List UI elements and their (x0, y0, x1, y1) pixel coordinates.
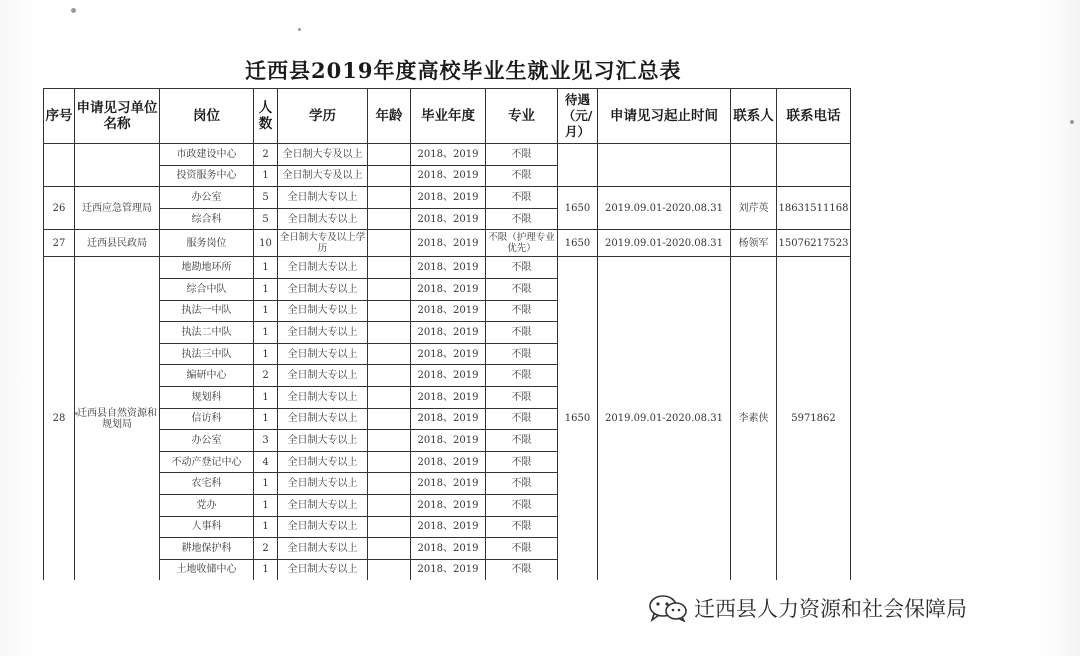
cell-edu: 全日制大专及以上 (278, 165, 368, 187)
cell-grad-year: 2018、2019 (411, 257, 486, 279)
cell-edu: 全日制大专以上 (278, 343, 368, 365)
cell-pay (558, 144, 598, 187)
header-grad-year: 毕业年度 (411, 89, 486, 144)
cell-major: 不限 (486, 257, 558, 279)
cell-grad-year: 2018、2019 (411, 365, 486, 387)
header-unit: 申请见习单位名称 (75, 89, 160, 144)
cell-count: 5 (254, 208, 278, 230)
cell-age (368, 365, 411, 387)
cell-age (368, 300, 411, 322)
cell-period: 2019.09.01-2020.08.31 (598, 230, 731, 257)
cell-count: 1 (254, 473, 278, 495)
cell-edu: 全日制大专以上 (278, 187, 368, 209)
cell-post: 农宅科 (160, 473, 254, 495)
header-phone: 联系电话 (777, 89, 851, 144)
cell-edu: 全日制大专以上 (278, 451, 368, 473)
cell-post: 综合科 (160, 208, 254, 230)
cell-edu: 全日制大专以上 (278, 208, 368, 230)
cell-count: 1 (254, 278, 278, 300)
scan-dust (71, 8, 76, 13)
cell-edu: 全日制大专以上 (278, 257, 368, 279)
header-pay: 待遇（元/月） (558, 89, 598, 144)
cell-age (368, 322, 411, 344)
cell-count: 1 (254, 343, 278, 365)
cell-phone: 5971862 (777, 257, 851, 580)
cell-phone: 18631511168 (777, 187, 851, 230)
cell-major: 不限 (486, 538, 558, 560)
cell-major: 不限 (486, 430, 558, 452)
cell-post: 地勘地环所 (160, 257, 254, 279)
cell-post: 执法一中队 (160, 300, 254, 322)
cell-major: 不限 (486, 144, 558, 166)
cell-post: 执法二中队 (160, 322, 254, 344)
cell-count: 1 (254, 257, 278, 279)
cell-grad-year: 2018、2019 (411, 187, 486, 209)
cell-age (368, 386, 411, 408)
cell-unit-name: 迁西县民政局 (75, 230, 160, 257)
cell-unit-name: 迁西应急管理局 (75, 187, 160, 230)
scan-dust (298, 28, 301, 31)
publisher-watermark (648, 592, 967, 624)
cell-count: 1 (254, 559, 278, 580)
cell-post: 办公室 (160, 187, 254, 209)
cell-edu: 全日制大专及以上学历 (278, 230, 368, 257)
cell-seq (44, 144, 75, 187)
cell-grad-year: 2018、2019 (411, 516, 486, 538)
header-edu: 学历 (278, 89, 368, 144)
cell-post: 信访科 (160, 408, 254, 430)
cell-count: 2 (254, 144, 278, 166)
cell-grad-year: 2018、2019 (411, 473, 486, 495)
cell-phone (777, 144, 851, 187)
cell-contact (731, 144, 777, 187)
cell-seq: 28 (44, 257, 75, 580)
cell-major: 不限 (486, 208, 558, 230)
cell-edu: 全日制大专以上 (278, 538, 368, 560)
cell-count: 1 (254, 322, 278, 344)
cell-edu: 全日制大专以上 (278, 559, 368, 580)
cell-age (368, 278, 411, 300)
cell-edu: 全日制大专以上 (278, 365, 368, 387)
cell-age (368, 187, 411, 209)
cell-grad-year: 2018、2019 (411, 430, 486, 452)
cell-post: 办公室 (160, 430, 254, 452)
cell-major: 不限 (486, 278, 558, 300)
header-period: 申请见习起止时间 (598, 89, 731, 144)
wechat-icon (648, 594, 688, 622)
header-count: 人数 (254, 89, 278, 144)
cell-age (368, 230, 411, 257)
header-age: 年龄 (368, 89, 411, 144)
cell-age (368, 430, 411, 452)
cell-age (368, 473, 411, 495)
cell-pay: 1650 (558, 187, 598, 230)
cell-age (368, 343, 411, 365)
table-header (44, 89, 851, 144)
scan-dust (1070, 120, 1074, 124)
cell-post: 编研中心 (160, 365, 254, 387)
cell-grad-year: 2018、2019 (411, 451, 486, 473)
cell-seq: 27 (44, 230, 75, 257)
cell-count: 1 (254, 408, 278, 430)
cell-pay: 1650 (558, 230, 598, 257)
cell-count: 2 (254, 538, 278, 560)
cell-count: 1 (254, 516, 278, 538)
cell-grad-year: 2018、2019 (411, 278, 486, 300)
cell-post: 投资服务中心 (160, 165, 254, 187)
cell-count: 10 (254, 230, 278, 257)
cell-age (368, 208, 411, 230)
cell-grad-year: 2018、2019 (411, 343, 486, 365)
cell-phone: 15076217523 (777, 230, 851, 257)
cell-age (368, 408, 411, 430)
cell-major: 不限（护理专业优先） (486, 230, 558, 257)
cell-unit-name (75, 144, 160, 187)
cell-count: 1 (254, 386, 278, 408)
cell-age (368, 257, 411, 279)
cell-grad-year: 2018、2019 (411, 165, 486, 187)
cell-age (368, 165, 411, 187)
cell-post: 市政建设中心 (160, 144, 254, 166)
cell-age (368, 144, 411, 166)
table-row (44, 144, 851, 166)
cell-edu: 全日制大专以上 (278, 473, 368, 495)
cell-age (368, 516, 411, 538)
cell-age (368, 451, 411, 473)
cell-grad-year: 2018、2019 (411, 300, 486, 322)
cell-count: 1 (254, 300, 278, 322)
cell-grad-year: 2018、2019 (411, 494, 486, 516)
cell-major: 不限 (486, 494, 558, 516)
cell-post: 服务岗位 (160, 230, 254, 257)
cell-major: 不限 (486, 386, 558, 408)
cell-post: 党办 (160, 494, 254, 516)
header-post: 岗位 (160, 89, 254, 144)
cell-count: 1 (254, 165, 278, 187)
cell-contact: 刘芹英 (731, 187, 777, 230)
cell-unit-name: 迁西县自然资源和规划局 (75, 257, 160, 580)
cell-major: 不限 (486, 365, 558, 387)
cell-edu: 全日制大专以上 (278, 322, 368, 344)
table-body (44, 144, 851, 581)
cell-period: 2019.09.01-2020.08.31 (598, 257, 731, 580)
cell-grad-year: 2018、2019 (411, 208, 486, 230)
watermark-text: 迁西县人力资源和社会保障局 (694, 597, 967, 621)
cell-edu: 全日制大专以上 (278, 494, 368, 516)
cell-major: 不限 (486, 559, 558, 580)
cell-period (598, 144, 731, 187)
cell-age (368, 559, 411, 580)
cell-edu: 全日制大专以上 (278, 430, 368, 452)
cell-grad-year: 2018、2019 (411, 144, 486, 166)
cell-major: 不限 (486, 516, 558, 538)
cell-major: 不限 (486, 187, 558, 209)
cell-count: 3 (254, 430, 278, 452)
cell-seq: 26 (44, 187, 75, 230)
table-row (44, 230, 851, 257)
header-seq: 序号 (44, 89, 75, 144)
cell-grad-year: 2018、2019 (411, 230, 486, 257)
cell-post: 耕地保护科 (160, 538, 254, 560)
table-row (44, 187, 851, 209)
cell-post: 执法三中队 (160, 343, 254, 365)
cell-post: 人事科 (160, 516, 254, 538)
cell-post: 综合中队 (160, 278, 254, 300)
table-row (44, 257, 851, 279)
cell-grad-year: 2018、2019 (411, 322, 486, 344)
cell-count: 4 (254, 451, 278, 473)
cell-edu: 全日制大专以上 (278, 386, 368, 408)
cell-pay: 1650 (558, 257, 598, 580)
cell-post: 不动产登记中心 (160, 451, 254, 473)
cell-edu: 全日制大专以上 (278, 278, 368, 300)
cell-grad-year: 2018、2019 (411, 386, 486, 408)
cell-grad-year: 2018、2019 (411, 559, 486, 580)
summary-table (43, 88, 851, 580)
cell-major: 不限 (486, 165, 558, 187)
cell-major: 不限 (486, 408, 558, 430)
cell-period: 2019.09.01-2020.08.31 (598, 187, 731, 230)
cell-contact: 李素侠 (731, 257, 777, 580)
cell-major: 不限 (486, 343, 558, 365)
title-text: 迁西县2019年度高校毕业生就业见习汇总表 (245, 58, 682, 83)
cell-count: 1 (254, 494, 278, 516)
cell-count: 2 (254, 365, 278, 387)
cell-count: 5 (254, 187, 278, 209)
header-row (44, 89, 851, 144)
cell-major: 不限 (486, 322, 558, 344)
cell-grad-year: 2018、2019 (411, 538, 486, 560)
cell-post: 土地收储中心 (160, 559, 254, 580)
cell-edu: 全日制大专及以上 (278, 144, 368, 166)
cell-major: 不限 (486, 473, 558, 495)
cell-major: 不限 (486, 300, 558, 322)
cell-contact: 杨领军 (731, 230, 777, 257)
cell-post: 规划科 (160, 386, 254, 408)
header-major: 专业 (486, 89, 558, 144)
cell-age (368, 538, 411, 560)
cell-major: 不限 (486, 451, 558, 473)
cell-edu: 全日制大专以上 (278, 300, 368, 322)
cell-grad-year: 2018、2019 (411, 408, 486, 430)
cell-edu: 全日制大专以上 (278, 408, 368, 430)
cell-edu: 全日制大专以上 (278, 516, 368, 538)
header-contact: 联系人 (731, 89, 777, 144)
cell-age (368, 494, 411, 516)
